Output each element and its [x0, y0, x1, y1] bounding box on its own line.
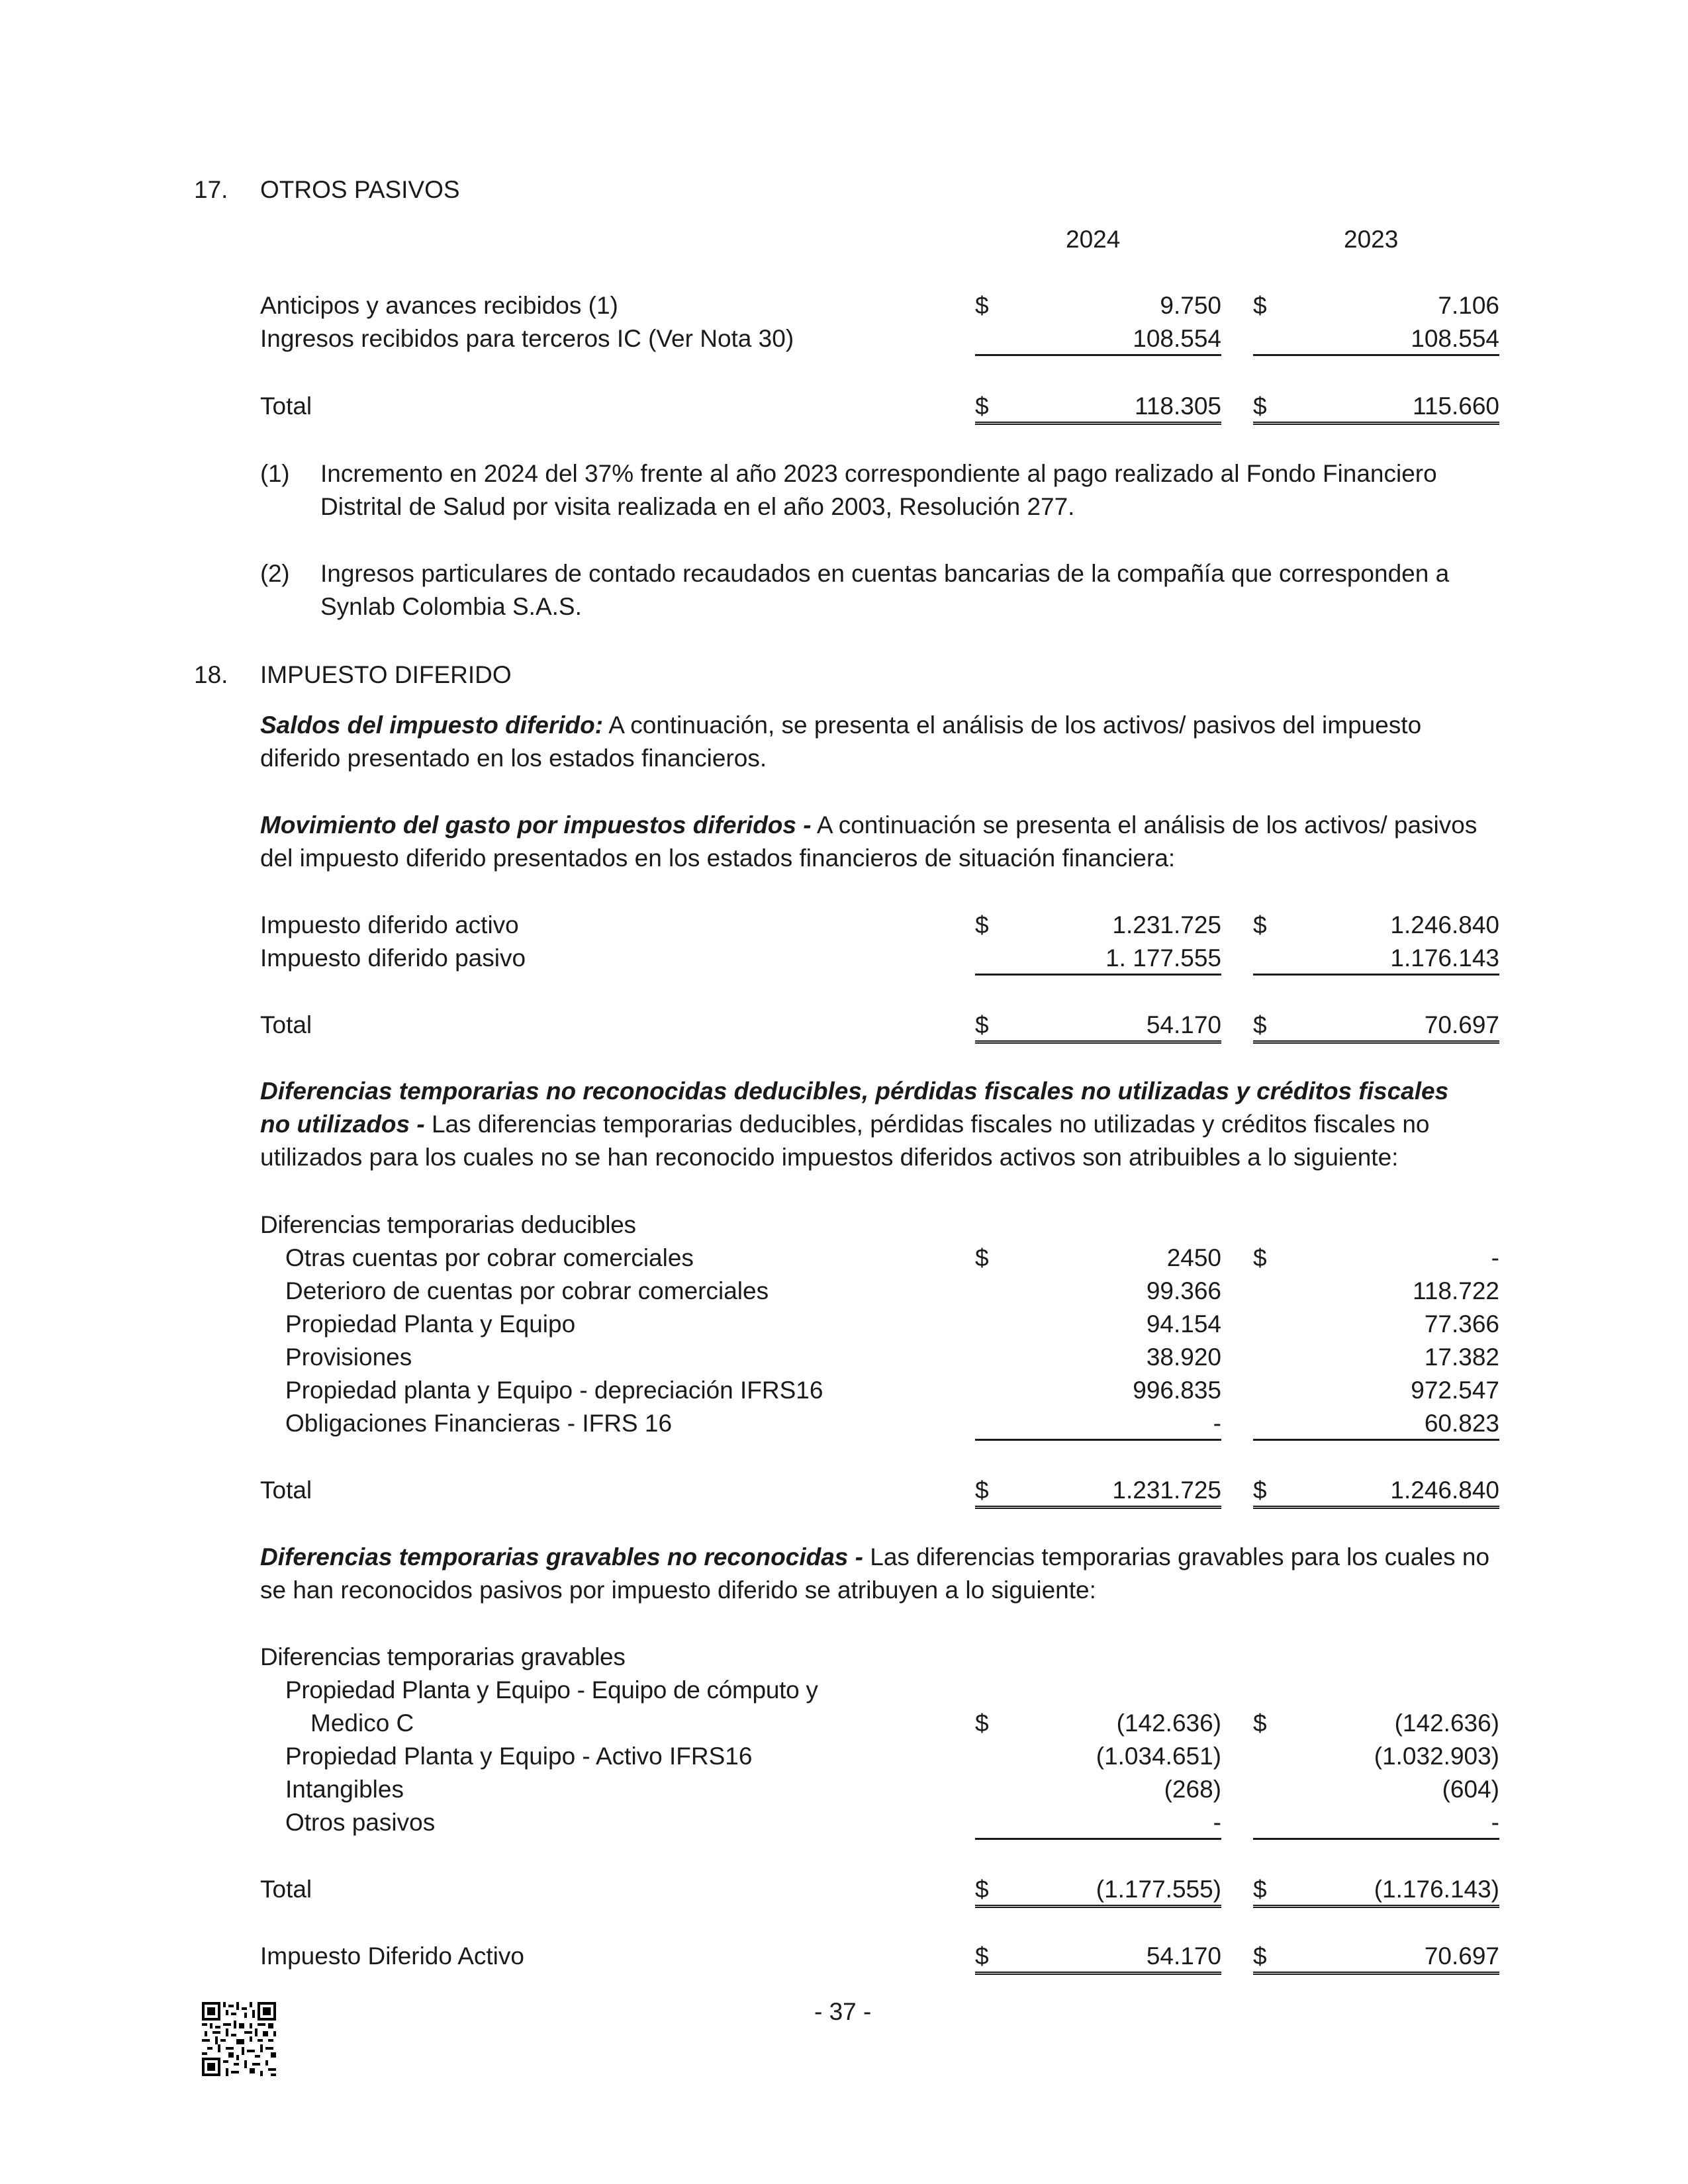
total-2023: $ 1.246.840 — [1253, 1474, 1499, 1509]
row-label-line1: Propiedad Planta y Equipo - Equipo de cómputo y — [285, 1676, 818, 1704]
value-2023: 1.176.143 — [1253, 942, 1499, 976]
total-2024: $ 54.170 — [975, 1009, 1221, 1044]
value-2024: - — [975, 1806, 1221, 1840]
row-label: Otros pasivos — [285, 1809, 436, 1836]
value-2023: (1.032.903) — [1374, 1743, 1499, 1770]
total-row — [260, 1009, 1499, 1042]
final-2023: $ 70.697 — [1253, 1940, 1499, 1975]
value-2023: $ (142.636) — [1253, 1709, 1499, 1737]
value-2023: 108.554 — [1253, 322, 1499, 356]
deducibles-heading: Diferencias temporarias no reconocidas deducibles, pérdidas fiscales no utilizadas y créditos fiscales no utilizados - — [260, 1077, 1449, 1138]
final-total-row — [260, 1940, 1499, 1973]
value-2024: $ 1.231.725 — [975, 911, 1221, 938]
total-label: Total — [260, 1011, 312, 1038]
saldos-heading: Saldos del impuesto diferido: — [260, 711, 604, 739]
value-2023: 60.823 — [1253, 1407, 1499, 1441]
row-label: Impuesto diferido activo — [260, 911, 519, 938]
movimiento-paragraph: Movimiento del gasto por impuestos diferidos - A continuación se presenta el análisis de los activos/ pasivos del impuesto diferido presentados en los estados financieros de situación financiera: — [260, 811, 1477, 872]
table-row — [260, 1341, 1499, 1374]
table-row — [260, 1773, 1499, 1806]
deducibles-group-label: Diferencias temporarias deducibles — [260, 1211, 636, 1238]
value-2023: (604) — [1442, 1776, 1499, 1803]
deducibles-paragraph: Diferencias temporarias no reconocidas deducibles, pérdidas fiscales no utilizadas y créditos fiscales no utilizados - Las diferencias temporarias deducibles, pérdidas fiscales no utilizadas y créditos fiscales no utilizados para los cuales no se han reconocido impuestos diferidos activos son atribuibles a lo siguiente: — [260, 1077, 1449, 1171]
qr-code-icon — [202, 2002, 276, 2076]
page-number: - 37 - — [814, 1998, 872, 2025]
value-2024: $ (142.636) — [975, 1709, 1221, 1737]
note-2-marker: (2) — [260, 560, 290, 587]
total-label: Total — [260, 392, 312, 420]
note-2-text: Ingresos particulares de contado recaudados en cuentas bancarias de la compañía que corresponden a Synlab Colombia S.A.S. — [320, 560, 1450, 620]
value-2023: $ - — [1253, 1244, 1499, 1271]
total-row — [260, 1873, 1499, 1906]
total-2024: $ 118.305 — [975, 390, 1221, 425]
value-2024: 94.154 — [1146, 1310, 1221, 1338]
table-row — [260, 1407, 1499, 1440]
saldos-paragraph: Saldos del impuesto diferido: A continuación, se presenta el análisis de los activos/ pasivos del impuesto diferido presentado en los estados financieros. — [260, 711, 1422, 772]
value-2024: 99.366 — [1146, 1277, 1221, 1304]
movimiento-heading: Movimiento del gasto por impuestos diferidos - — [260, 811, 812, 839]
table-row — [260, 909, 1499, 942]
year-header-2024: 2024 — [1066, 226, 1121, 253]
row-label: Propiedad planta y Equipo - depreciación IFRS16 — [285, 1377, 823, 1404]
total-label: Total — [260, 1876, 312, 1903]
value-2023: 972.547 — [1411, 1377, 1499, 1404]
value-2024: - — [975, 1407, 1221, 1441]
note-1-text: Incremento en 2024 del 37% frente al año 2023 correspondiente al pago realizado al Fondo Financiero Distrital de Salud por visita realizada en el año 2003, Resolución 277. — [320, 460, 1437, 520]
row-label: Deterioro de cuentas por cobrar comerciales — [285, 1277, 769, 1304]
row-label: Provisiones — [285, 1343, 412, 1371]
row-label: Ingresos recibidos para terceros IC (Ver Nota 30) — [260, 325, 794, 352]
note-1-marker: (1) — [260, 460, 290, 487]
value-2023: - — [1253, 1806, 1499, 1840]
value-2023: $ 1.246.840 — [1253, 911, 1499, 938]
table-row — [260, 1308, 1499, 1341]
value-2024: 108.554 — [975, 322, 1221, 356]
table-row — [260, 1740, 1499, 1773]
total-2024: $ 1.231.725 — [975, 1474, 1221, 1509]
gravables-group-label: Diferencias temporarias gravables — [260, 1643, 626, 1670]
table-row — [260, 1275, 1499, 1308]
gravables-heading: Diferencias temporarias gravables no reconocidas - — [260, 1543, 863, 1570]
total-row — [260, 390, 1499, 423]
value-2023: 118.722 — [1413, 1277, 1499, 1304]
table-row — [260, 1707, 1499, 1740]
section-17-title: OTROS PASIVOS — [260, 176, 460, 203]
value-2024: 996.835 — [1133, 1377, 1221, 1404]
section-17-number: 17. — [194, 176, 228, 203]
final-label: Impuesto Diferido Activo — [260, 1942, 524, 1970]
value-2023: 17.382 — [1424, 1343, 1499, 1371]
table-row — [260, 289, 1499, 322]
value-2023: $ 7.106 — [1253, 292, 1499, 319]
gravables-paragraph: Diferencias temporarias gravables no reconocidas - Las diferencias temporarias gravables para los cuales no se han reconocidos pasivos por impuesto diferido se atribuyen a lo siguiente: — [260, 1543, 1490, 1604]
total-2024: $ (1.177.555) — [975, 1873, 1221, 1908]
value-2024: $ 2450 — [975, 1244, 1221, 1271]
row-label: Impuesto diferido pasivo — [260, 944, 526, 972]
section-18-title: IMPUESTO DIFERIDO — [260, 661, 512, 688]
table-row — [260, 942, 1499, 975]
row-label: Intangibles — [285, 1776, 404, 1803]
value-2024: $ 9.750 — [975, 292, 1221, 319]
table-row — [260, 1806, 1499, 1839]
table-row — [260, 1374, 1499, 1407]
row-label: Otras cuentas por cobrar comerciales — [285, 1244, 694, 1271]
row-label: Propiedad Planta y Equipo — [285, 1310, 576, 1338]
section-18-number: 18. — [194, 661, 228, 688]
row-label: Medico C — [310, 1709, 414, 1737]
value-2024: 38.920 — [1146, 1343, 1221, 1371]
table-row — [260, 322, 1499, 355]
total-label: Total — [260, 1477, 312, 1504]
value-2023: 77.366 — [1424, 1310, 1499, 1338]
table-row — [260, 1242, 1499, 1275]
row-label: Anticipos y avances recibidos (1) — [260, 292, 618, 319]
value-2024: (268) — [1164, 1776, 1221, 1803]
total-2023: $ 70.697 — [1253, 1009, 1499, 1044]
total-2023: $ 115.660 — [1253, 390, 1499, 425]
total-row — [260, 1474, 1499, 1507]
final-2024: $ 54.170 — [975, 1940, 1221, 1975]
value-2024: 1. 177.555 — [975, 942, 1221, 976]
year-header-2023: 2023 — [1344, 226, 1399, 253]
row-label: Propiedad Planta y Equipo - Activo IFRS16 — [285, 1743, 753, 1770]
row-label: Obligaciones Financieras - IFRS 16 — [285, 1410, 673, 1437]
total-2023: $ (1.176.143) — [1253, 1873, 1499, 1908]
value-2024: (1.034.651) — [1096, 1743, 1221, 1770]
